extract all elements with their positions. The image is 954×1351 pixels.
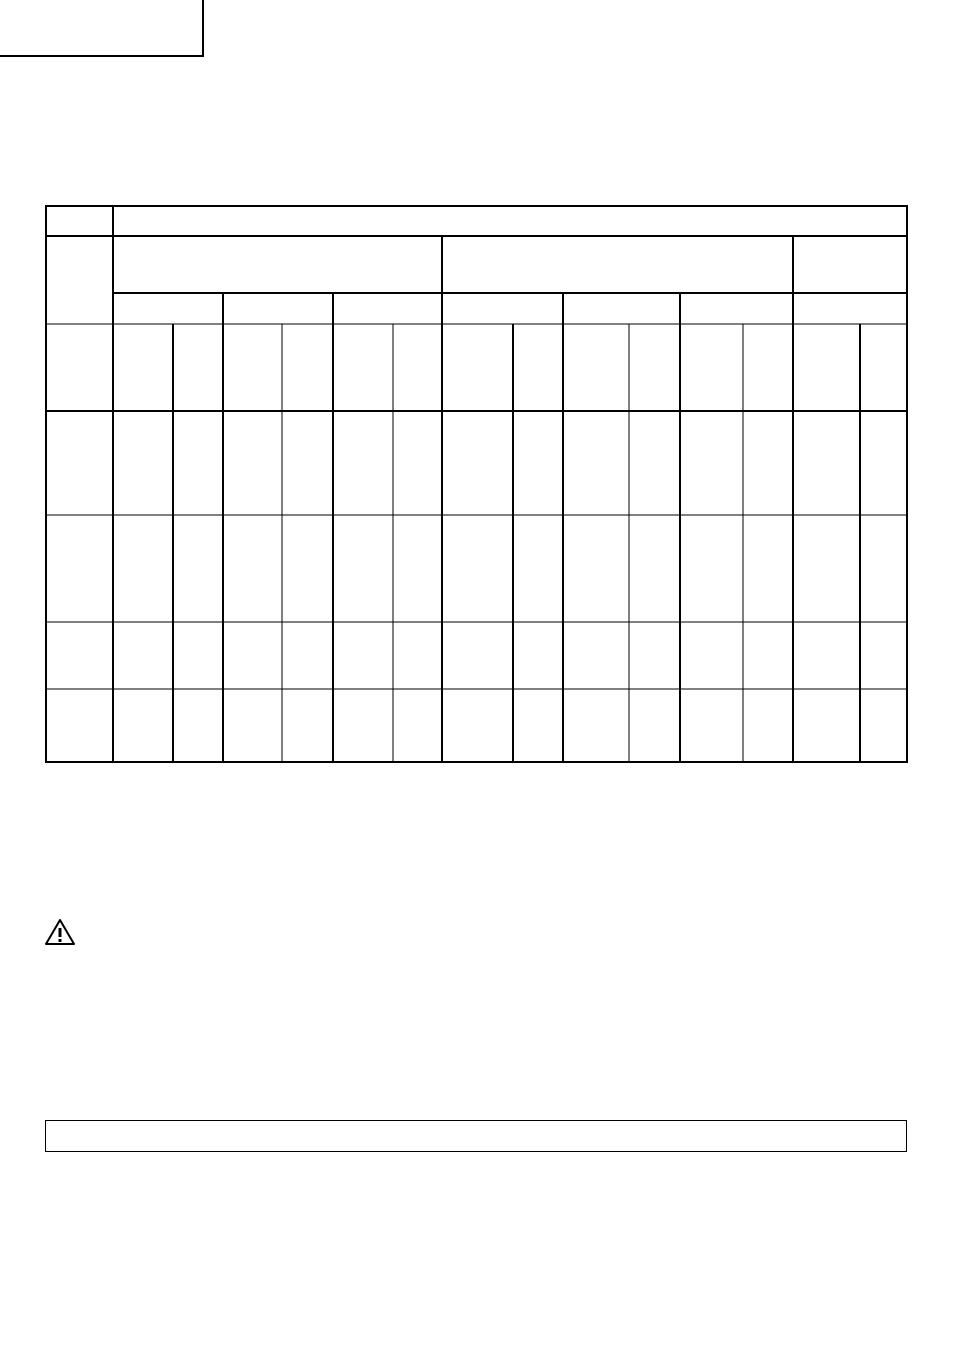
note-box (45, 1120, 907, 1152)
warning-triangle-icon (44, 918, 76, 946)
table-frame (46, 206, 907, 762)
